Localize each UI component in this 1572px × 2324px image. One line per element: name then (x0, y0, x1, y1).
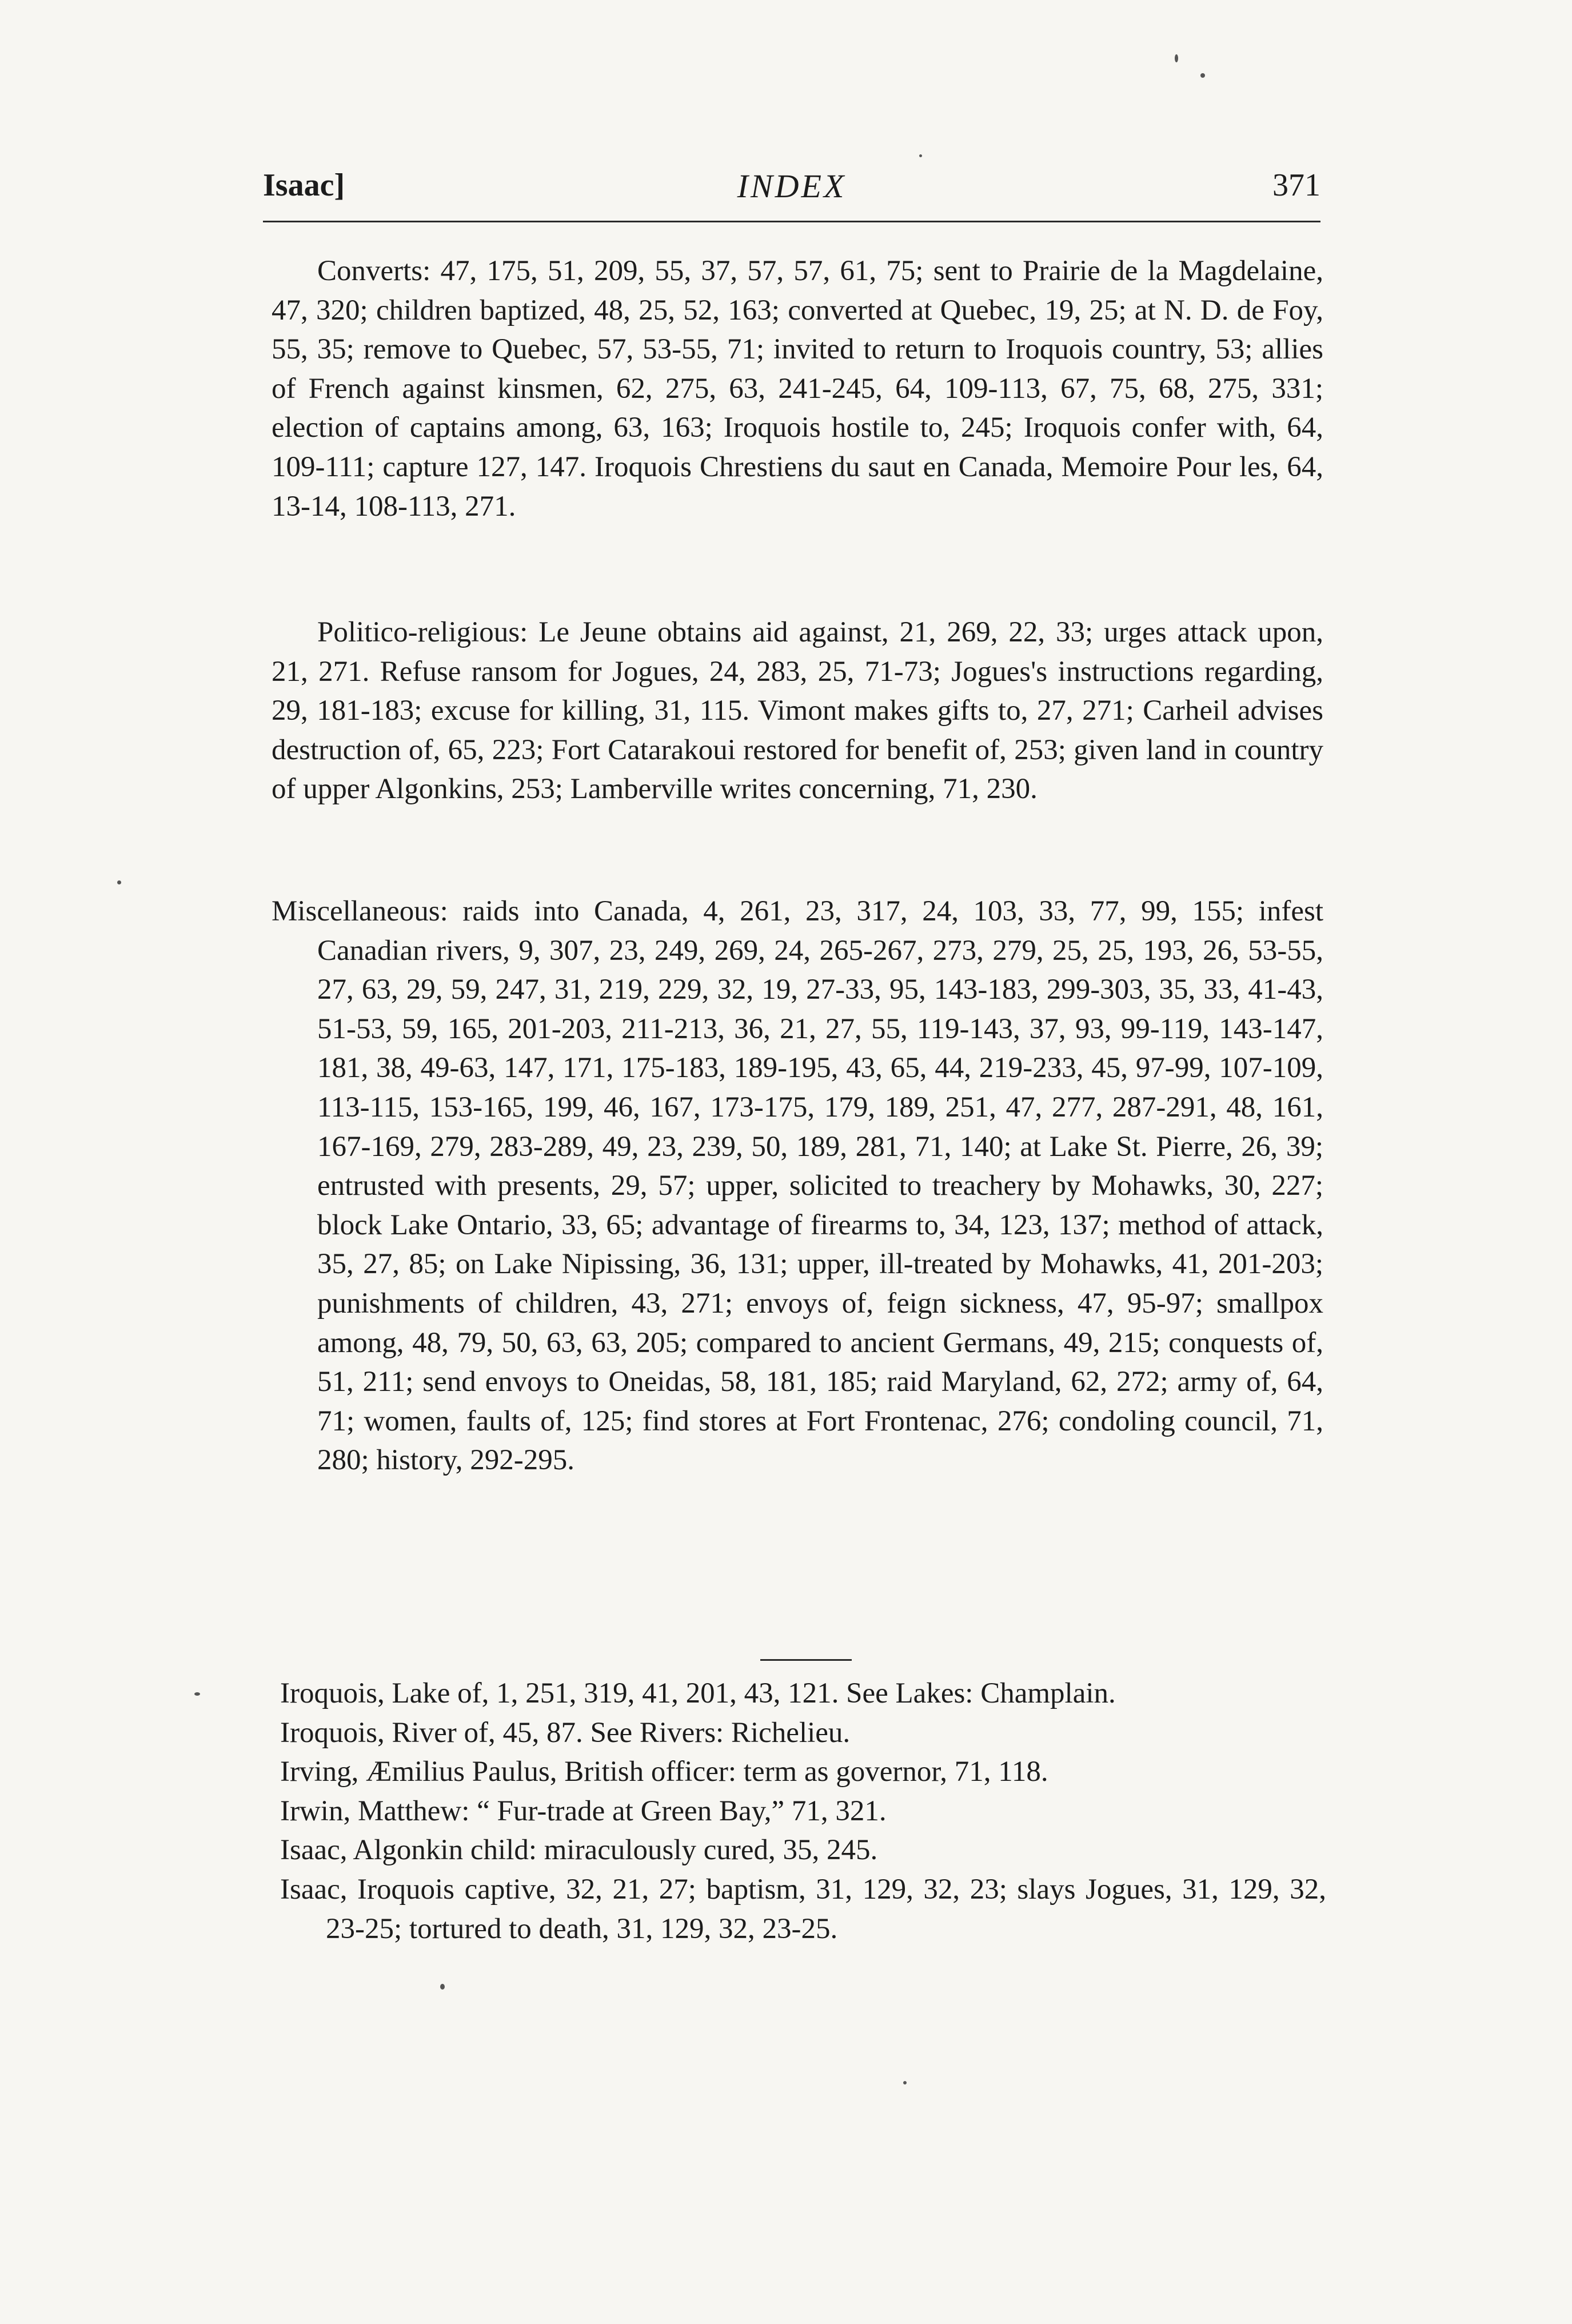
section-divider (760, 1659, 852, 1661)
header-title: INDEX (737, 168, 847, 205)
scan-speck (1175, 54, 1178, 62)
paragraph-politico-religious: Politico-religious: Le Jeune obtains aid against, 21, 269, 22, 33; urges attack upon, 21, 271. Refuse ransom for Jogues, 24, 283, 25, 71-73; Jogues's instructions regarding, 29, 181-183; excuse for killing, 31, 115. Vimont makes gifts to, 27, 271; Carheil advises destruction of, 65, 223; Fort Catarakoui restored for benefit of, 253; given land in country of upper Algonkins, 253; Lamberville writes concerning, 71, 230. (272, 616, 1323, 806)
scan-speck (117, 880, 121, 884)
scan-speck (440, 1984, 445, 1990)
index-entry: Isaac, Iroquois captive, 32, 21, 27; baptism, 31, 129, 32, 23; slays Jogues, 31, 129, 32, 23-25; tortured to death, 31, 129, 32, 23-25. (280, 1873, 1326, 1945)
header-left-label: Isaac] (263, 168, 345, 203)
scan-speck (903, 2081, 907, 2084)
index-entry: Irwin, Matthew: “ Fur-trade at Green Bay,” 71, 321. (280, 1795, 887, 1827)
index-entry: Iroquois, Lake of, 1, 251, 319, 41, 201, 43, 121. See Lakes: Champlain. (280, 1677, 1116, 1709)
scan-speck (919, 154, 922, 157)
paragraph-converts: Converts: 47, 175, 51, 209, 55, 37, 57, 57, 61, 75; sent to Prairie de la Magdelaine, 47, 320; children baptized, 48, 25, 52, 163; converted at Quebec, 19, 25; at N. D. de Foy, 55, 35; remove to Quebec, 57, 53-55, 71; invited to return to Iroquois country, 53; allies of French against kinsmen, 62, 275, 63, 241-245, 64, 109-113, 67, 75, 68, 275, 331; election of captains among, 63, 163; Iroquois hostile to, 245; Iroquois confer with, 64, 109-111; capture 127, 147. Iroquois Chrestiens du saut en Canada, Memoire Pour les, 64, 13-14, 108-113, 271. (272, 255, 1323, 523)
index-entry: Isaac, Algonkin child: miraculously cured, 35, 245. (280, 1834, 878, 1867)
index-entry: Iroquois, River of, 45, 87. See Rivers: Richelieu. (280, 1716, 851, 1749)
running-header (263, 167, 1320, 213)
header-rule (263, 221, 1320, 222)
scan-speck (1200, 73, 1205, 78)
index-entries (280, 1674, 1326, 1948)
index-entry: Irving, Æmilius Paulus, British officer: term as governor, 71, 118. (280, 1756, 1048, 1788)
scan-speck (194, 1692, 200, 1696)
page-number: 371 (1272, 168, 1320, 203)
paragraph-miscellaneous: Miscellaneous: raids into Canada, 4, 261, 23, 317, 24, 103, 33, 77, 99, 155; infest Canadian rivers, 9, 307, 23, 249, 269, 24, 265-267, 273, 279, 25, 25, 193, 26, 53-55, 27, 63, 29, 59, 247, 31, 219, 229, 32, 19, 27-33, 95, 143-183, 299-303, 35, 33, 41-43, 51-53, 59, 165, 201-203, 211-213, 36, 21, 27, 55, 119-143, 37, 93, 99-119, 143-147, 181, 38, 49-63, 147, 171, 175-183, 189-195, 43, 65, 44, 219-233, 45, 97-99, 107-109, 113-115, 153-165, 199, 46, 167, 173-175, 179, 189, 251, 47, 277, 287-291, 48, 161, 167-169, 279, 283-289, 49, 23, 239, 50, 189, 281, 71, 140; at Lake St. Pierre, 26, 39; entrusted with presents, 29, 57; upper, solicited to treachery by Mohawks, 30, 227; block Lake Ontario, 33, 65; advantage of firearms to, 34, 123, 137; method of attack, 35, 27, 85; on Lake Nipissing, 36, 131; upper, ill-treated by Mohawks, 41, 201-203; punishments of children, 43, 271; envoys of, feign sickness, 47, 95-97; smallpox among, 48, 79, 50, 63, 63, 205; compared to ancient Germans, 49, 215; conquests of, 51, 211; send envoys to Oneidas, 58, 181, 185; raid Maryland, 62, 272; army of, 64, 71; women, faults of, 125; find stores at Fort Frontenac, 276; condoling council, 71, 280; history, 292-295. (272, 895, 1323, 1477)
